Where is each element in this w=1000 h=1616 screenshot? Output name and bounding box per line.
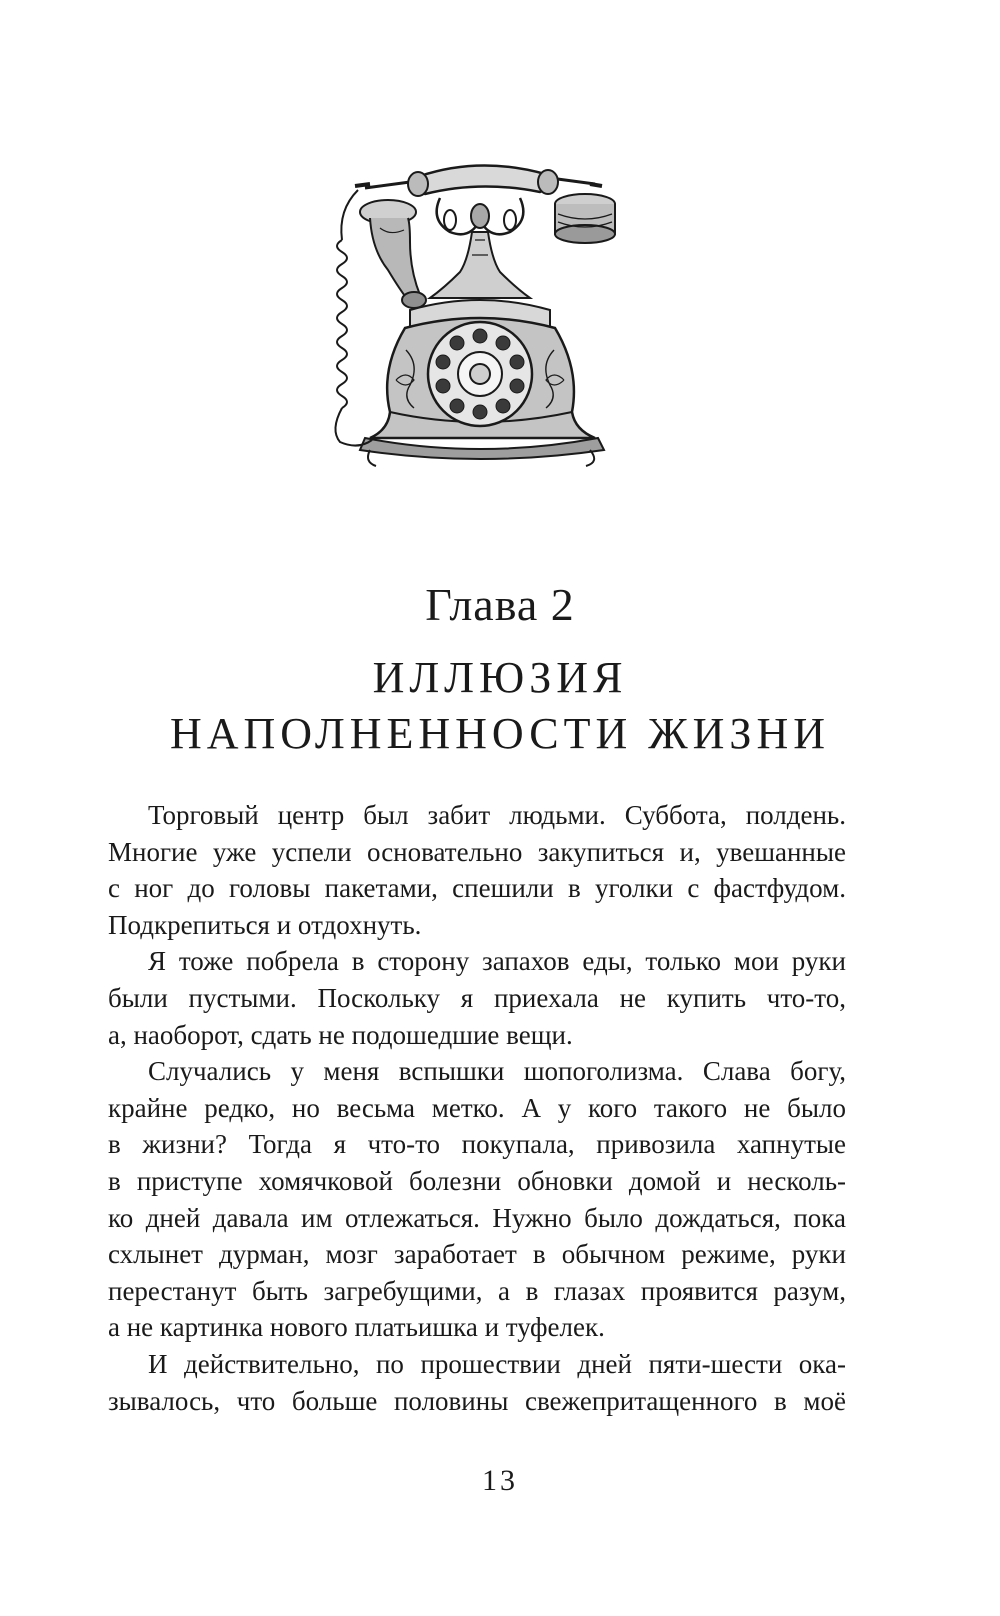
rotary-dial xyxy=(428,322,532,426)
rotary-telephone-icon xyxy=(335,165,615,466)
cradle xyxy=(437,198,524,234)
text-line: перестанут быть загребущими, а в глазах проявится разум, xyxy=(108,1275,846,1306)
chapter-title-line-2: НАПОЛНЕННОСТИ ЖИЗНИ xyxy=(169,709,831,758)
receiver-cup xyxy=(555,194,615,243)
text-line: ко дней давала им отлежаться. Нужно было дождаться, пока xyxy=(108,1202,846,1233)
text-line: были пустыми. Поскольку я приехала не купить что-то, xyxy=(108,982,846,1013)
text-line: Подкрепиться и отдохнуть. xyxy=(108,909,422,940)
chapter-title xyxy=(0,650,1000,762)
text-line: с ног до головы пакетами, спешили в уголки с фастфудом. xyxy=(108,873,846,904)
text-line: а, наоборот, сдать не подошедшие вещи. xyxy=(108,1019,573,1050)
body-text xyxy=(108,797,846,1419)
stand xyxy=(430,232,530,298)
text-line: в приступе хомячковой болезни обновки домой и несколь- xyxy=(108,1165,846,1196)
text-line: Я тоже побрела в сторону запахов еды, только мои руки xyxy=(148,946,846,977)
text-line: а не картинка нового платьишка и туфелек. xyxy=(108,1312,605,1343)
text-line: в жизни? Тогда я что-то покупала, привозила хапнутые xyxy=(108,1129,846,1160)
text-line: крайне редко, но весьма метко. А у кого такого не было xyxy=(108,1092,846,1123)
mouthpiece xyxy=(360,200,426,308)
text-line: Торговый центр был забит людьми. Суббота, полдень. xyxy=(148,800,846,830)
text-line: зывалось, что больше половины свежепритащенного в моё xyxy=(108,1385,846,1416)
text-line: Многие уже успели основательно закупиться и, увешанные xyxy=(108,836,846,867)
text-line: И действительно, по прошествии дней пяти-шести ока- xyxy=(148,1348,846,1379)
page-number: 13 xyxy=(482,1464,518,1497)
rotary-telephone-illustration xyxy=(310,150,630,480)
handset xyxy=(355,165,602,196)
chapter-title-line-1: ИЛЛЮЗИЯ xyxy=(372,653,628,702)
coiled-cord xyxy=(335,190,372,446)
chapter-label: Глава 2 xyxy=(425,579,575,630)
text-line: схлынет дурман, мозг заработает в обычном режиме, руки xyxy=(108,1239,846,1270)
text-line: Случались у меня вспышки шопоголизма. Слава богу, xyxy=(148,1056,846,1087)
